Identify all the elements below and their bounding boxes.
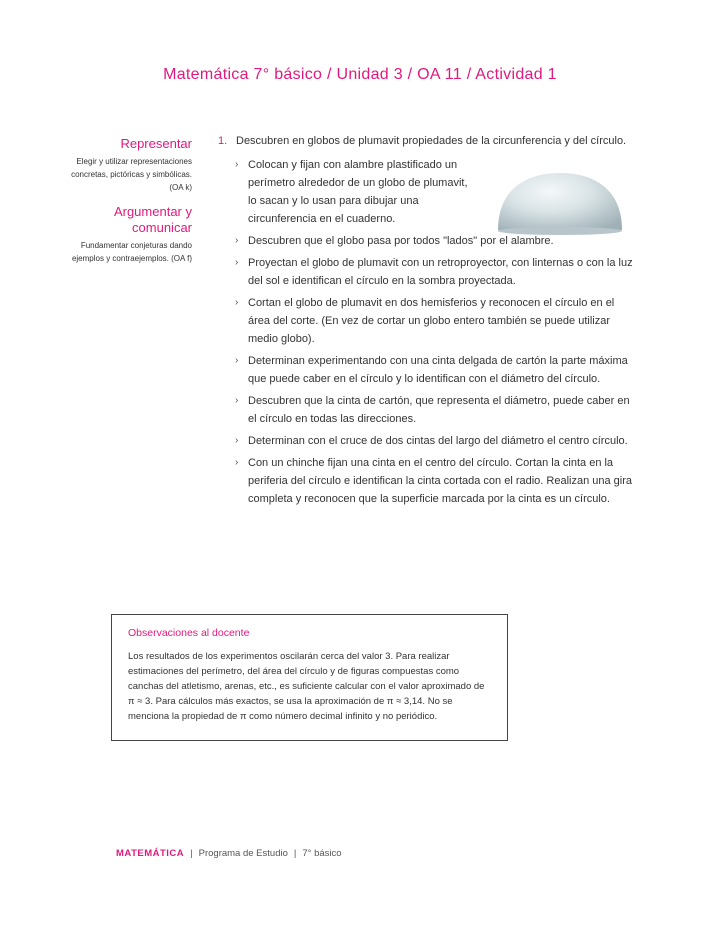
activity-number: 1.: [218, 135, 228, 147]
chevron-right-icon: ›: [235, 297, 239, 308]
list-item: › Proyectan el globo de plumavit con un retroproyector, con linternas o con la luz del sol e identifican el círculo en la sombra proyectada.: [218, 254, 638, 290]
list-item: › Cortan el globo de plumavit en dos hemisferios y reconocen el círculo en el área del corte. (En vez de cortar un globo entero también se puede utilizar medio globo).: [218, 294, 638, 348]
chevron-right-icon: ›: [235, 435, 239, 446]
activity-intro: Descubren en globos de plumavit propiedades de la circunferencia y del círculo.: [236, 135, 627, 147]
teacher-observations-box: [111, 614, 508, 741]
list-item: › Descubren que el globo pasa por todos "lados" por el alambre.: [218, 232, 638, 250]
hemisphere-image: [495, 170, 625, 236]
list-item: › Descubren que la cinta de cartón, que representa el diámetro, puede caber en el círculo en todas las direcciones.: [218, 392, 638, 428]
chevron-right-icon: ›: [235, 257, 239, 268]
chevron-right-icon: ›: [235, 457, 239, 468]
footer-grade: 7° básico: [302, 848, 342, 859]
list-item: › Colocan y fijan con alambre plastificado un perímetro alrededor de un globo de plumavit, lo sacan y lo usan para dibujar una circunferencia en el cuaderno.: [218, 156, 478, 228]
skill-argumentar-title: Argumentar y comunicar: [113, 204, 192, 235]
footer-brand: MATEMÁTICA: [116, 848, 185, 859]
skill-argumentar-desc: Fundamentar conjeturas dando ejemplos y contraejemplos. (OA f): [71, 241, 192, 263]
page-footer: MATEMÁTICA | Programa de Estudio | 7° básico: [116, 848, 342, 859]
skills-sidebar: [60, 136, 192, 265]
observations-title: Observaciones al docente: [128, 627, 250, 639]
skill-representar-title: Representar: [120, 136, 192, 151]
page-title: Matemática 7° básico / Unidad 3 / OA 11 / Actividad 1: [163, 66, 557, 83]
chevron-right-icon: ›: [235, 395, 239, 406]
list-item: › Con un chinche fijan una cinta en el centro del círculo. Cortan la cinta en la periferia del círculo e identifican la cinta cortada con el radio. Realizan una gira completa y reconocen que la superficie marcada por la cinta es un círculo.: [218, 454, 638, 508]
observations-text: Los resultados de los experimentos oscilarán cerca del valor 3. Para realizar estimaciones del perímetro, del área del círculo y de figuras compuestas como canchas del atletismo, arenas, etc., es suficiente calcular con el valor aproximado de π ≈ 3. Para cálculos más exactos, se usa la aproximación de π ≈ 3,14. No se menciona la propiedad de π como número decimal infinito y no periódico.: [128, 651, 485, 722]
chevron-right-icon: ›: [235, 159, 239, 170]
chevron-right-icon: ›: [235, 235, 239, 246]
list-item: › Determinan con el cruce de dos cintas del largo del diámetro el centro círculo.: [218, 432, 638, 450]
list-item: › Determinan experimentando con una cinta delgada de cartón la parte máxima que puede caber en el círculo y lo identifican con el diámetro del círculo.: [218, 352, 638, 388]
skill-representar-desc: Elegir y utilizar representaciones concretas, pictóricas y simbólicas. (OA k): [71, 157, 192, 192]
footer-program: Programa de Estudio: [198, 848, 288, 859]
chevron-right-icon: ›: [235, 355, 239, 366]
